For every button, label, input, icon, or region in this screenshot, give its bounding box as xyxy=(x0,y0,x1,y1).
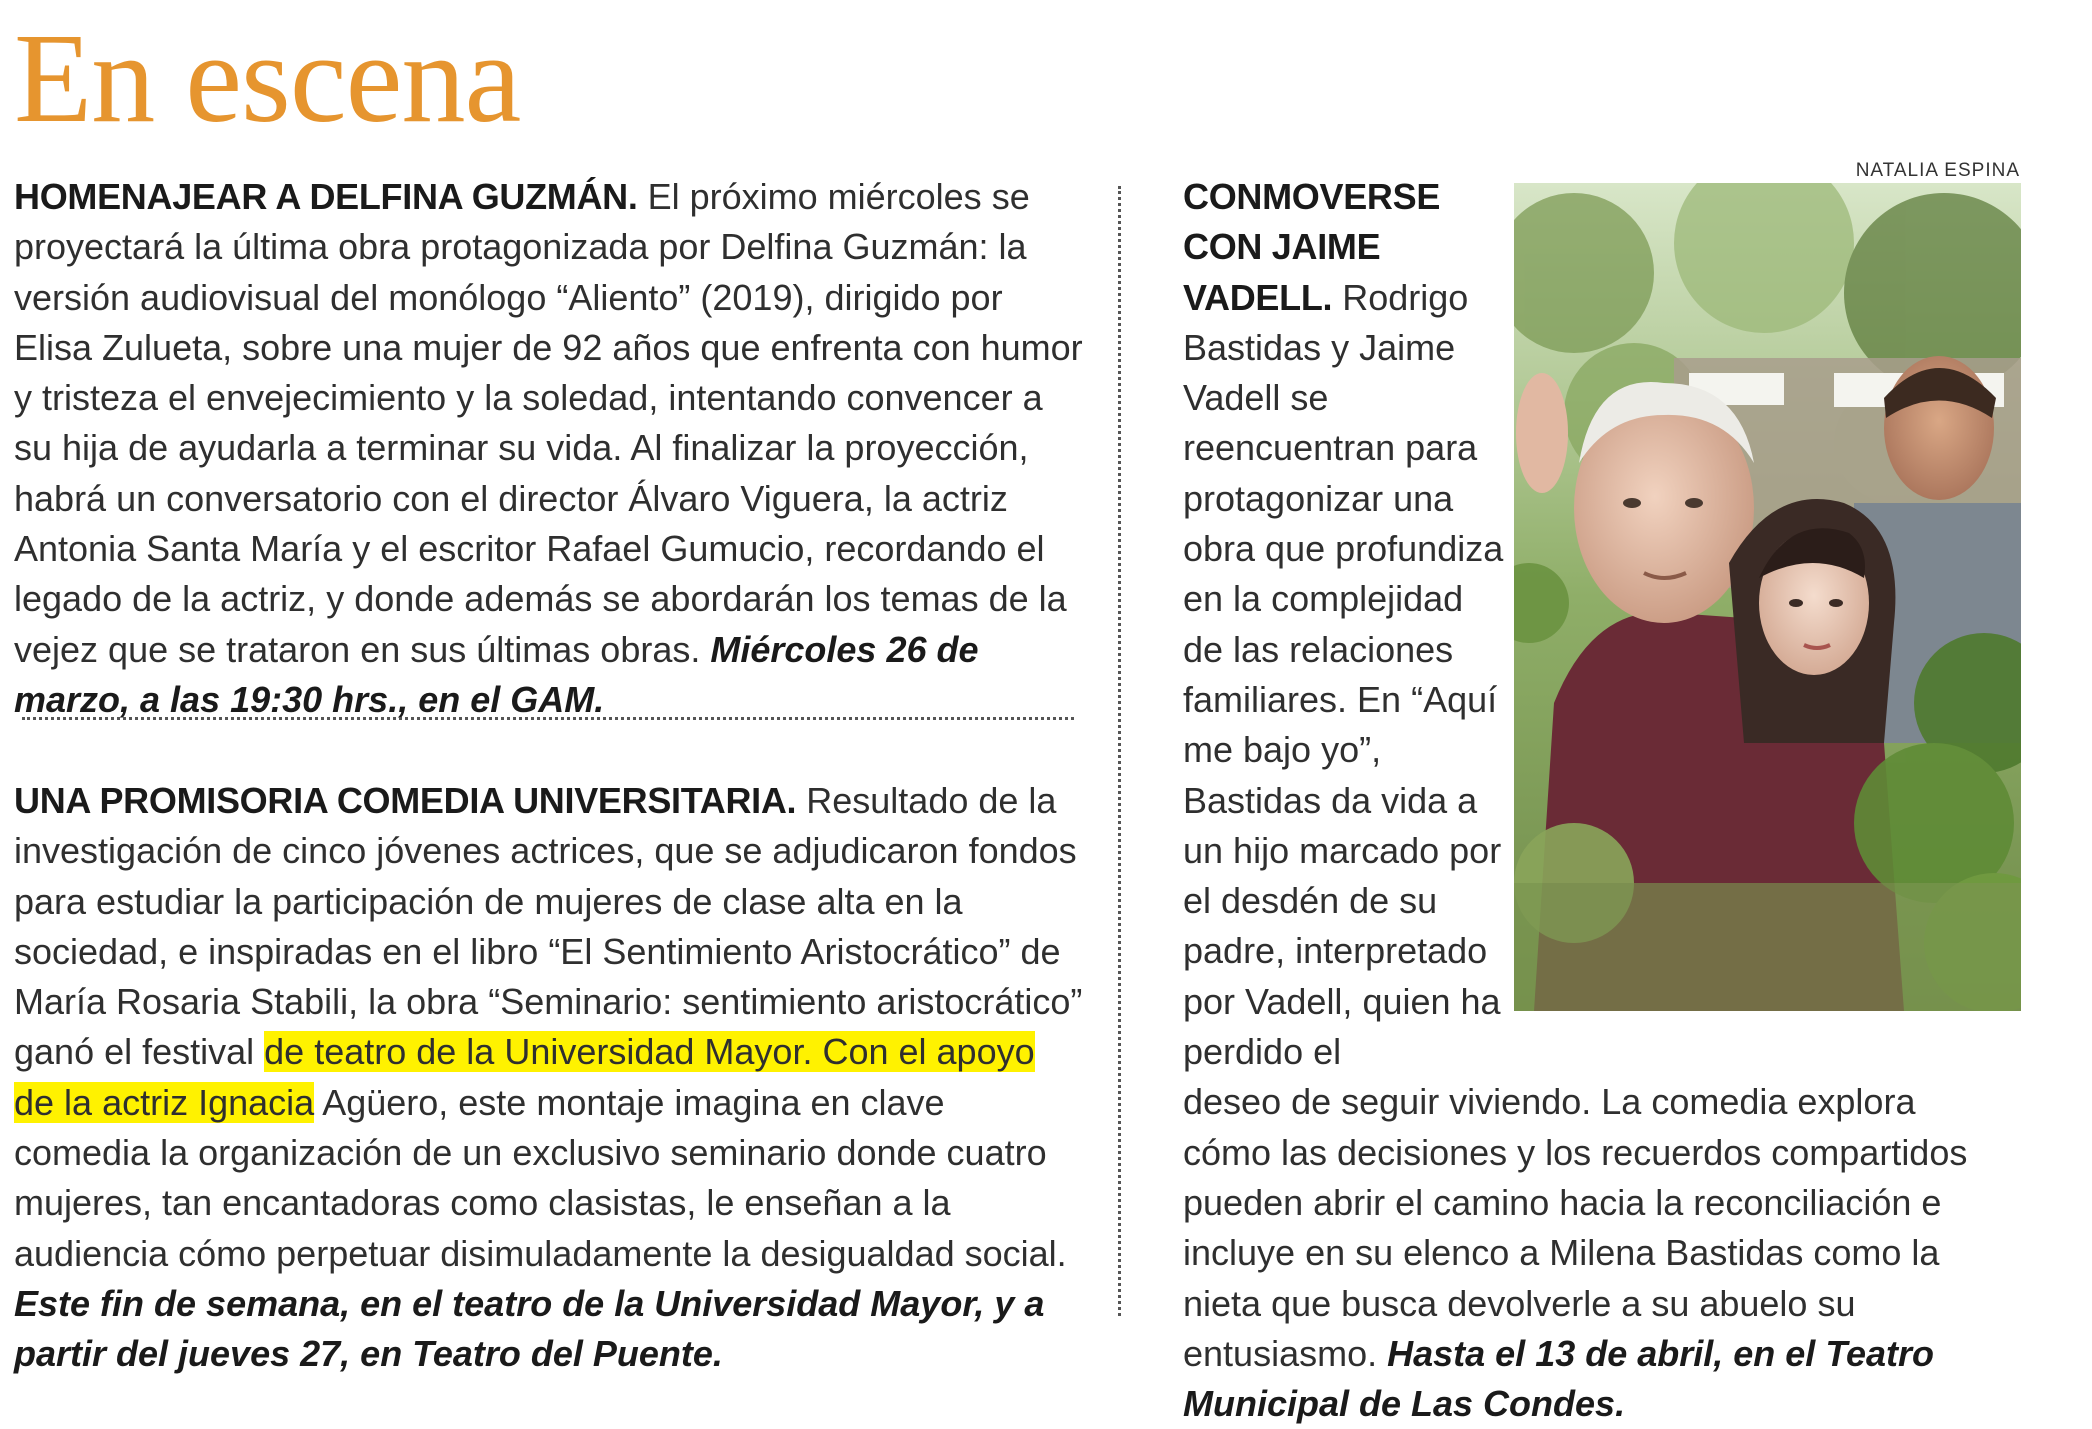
dotted-divider-horizontal xyxy=(22,717,1074,720)
article-body: Resultado de la investigación de cinco jóvenes actrices, que se adjudicaron fondos para estudiar la participación de mujeres de clase alta en la sociedad, e inspiradas en el libro “El Sentimiento Aristocrático” de María Rosaria Stabili, la obra “Seminario: sentimiento aristocrático” ganó el festival xyxy=(14,780,1083,1073)
article-lead: HOMENAJEAR A DELFINA GUZMÁN. xyxy=(14,176,638,217)
highlighted-text: de teatro de la Universidad Mayor. Con el apoyo de la actriz Ignacia xyxy=(14,1031,1035,1123)
article-event-info: Miércoles 26 de marzo, a las 19:30 hrs., en el GAM. xyxy=(14,628,979,720)
article-comedia xyxy=(14,776,1084,1380)
article-lead: UNA PROMISORIA COMEDIA UNIVERSITARIA. xyxy=(14,780,797,821)
section-title: En escena xyxy=(14,7,521,149)
article-body-continued: Agüero, este montaje imagina en clave comedia la organización de un exclusivo seminario donde cuatro mujeres, tan encantadoras como clasistas, le enseñan a la audiencia cómo perpetuar disimuladamente la desigualdad social. xyxy=(14,1081,1067,1274)
dotted-divider-vertical xyxy=(1118,186,1121,1316)
article-body-narrow xyxy=(1183,172,1513,1077)
article-vadell xyxy=(1183,172,2013,1429)
article-lead: CONMOVERSE CON JAIME VADELL. xyxy=(1183,176,1441,318)
article-body: El próximo miércoles se proyectará la última obra protagonizada por Delfina Guzmán: la versión audiovisual del monólogo “Aliento” (2019), dirigido por Elisa Zulueta, sobre una mujer de 92 años que enfrenta con humor y tristeza el envejecimiento y la soledad, intentando convencer a su hija de ayudarla a terminar su vida. Al finalizar la proyección, habrá un conversatorio con el director Álvaro Viguera, la actriz Antonia Santa María y el escritor Rafael Gumucio, recordando el legado de la actriz, y donde además se abordarán los temas de la vejez que se trataron en sus últimas obras. xyxy=(14,176,1083,670)
article-event-info: Hasta el 13 de abril, en el Teatro Municipal de Las Condes. xyxy=(1183,1332,1934,1425)
article-body-continued: deseo de seguir viviendo. La comedia explora cómo las decisiones y los recuerdos compartidos pueden abrir el camino hacia la reconciliación e incluye en su elenco a Milena Bastidas como la nieta que busca devolverle a su abuelo su entusiasmo. xyxy=(1183,1081,1968,1374)
article-body-wide xyxy=(1183,1077,2013,1429)
article-body: Rodrigo Bastidas y Jaime Vadell se reencuentran para protagonizar una obra que profundiza en la complejidad de las relaciones familiares. En “Aquí me bajo yo”, Bastidas da vida a un hijo marcado por el desdén de su padre, interpretado por Vadell, quien ha perdido el xyxy=(1183,276,1504,1073)
photo-credit: NATALIA ESPINA xyxy=(1855,160,2020,181)
article-homenaje xyxy=(14,172,1084,725)
article-event-info: Este fin de semana, en el teatro de la Universidad Mayor, y a partir del jueves 27, en Teatro del Puente. xyxy=(14,1282,1045,1375)
